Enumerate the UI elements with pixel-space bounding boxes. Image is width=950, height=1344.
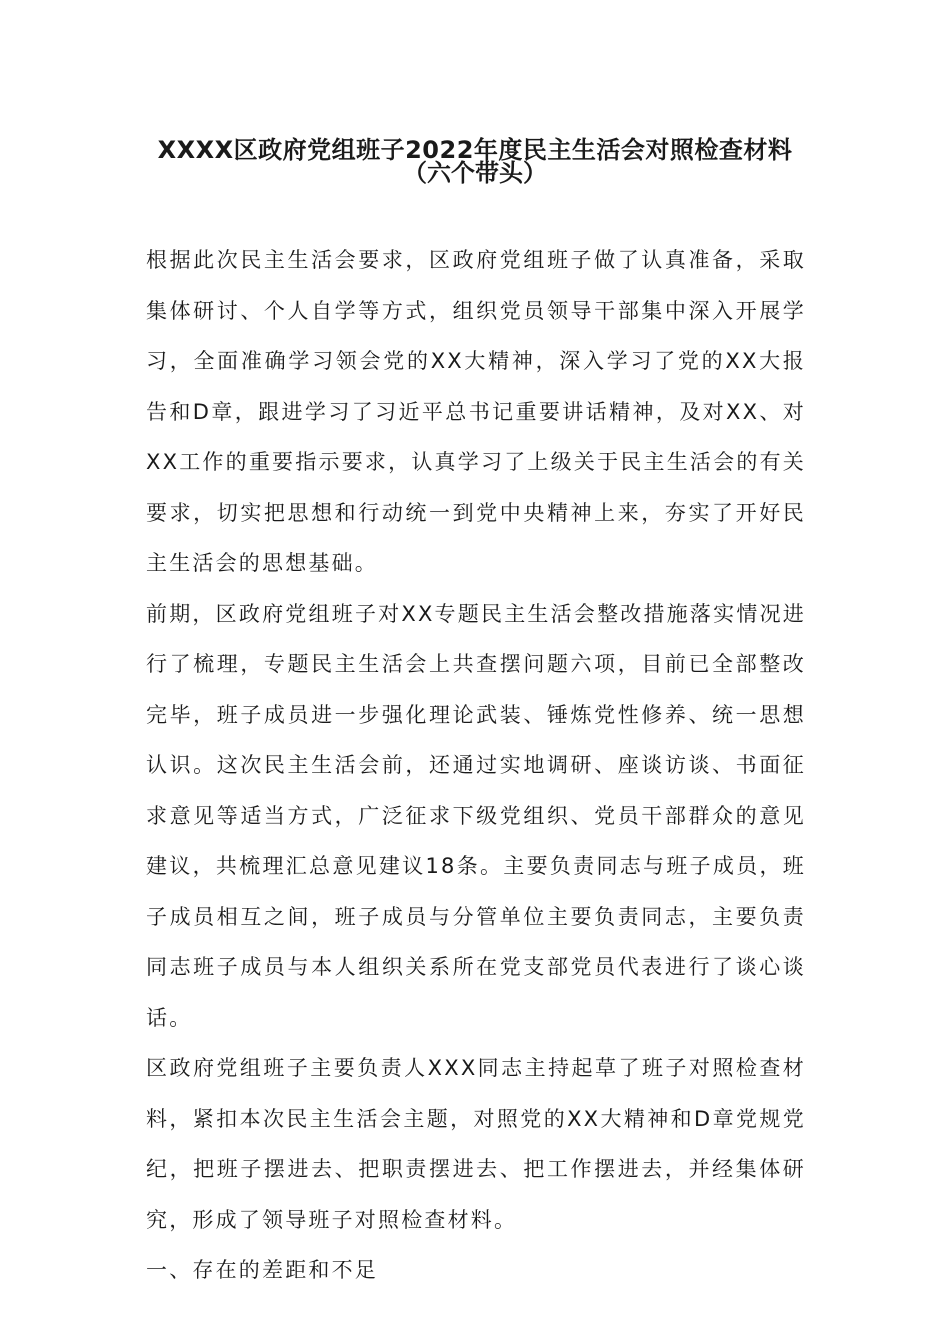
section-heading: 一、存在的差距和不足: [146, 1258, 378, 1282]
paragraph-preparation: 根据此次民主生活会要求，区政府党组班子做了认真准备，采取集体研讨、个人自学等方式，组织党员领导干部集中深入开展学习，全面准确学习领会党的XX大精神，深入学习了党的XX大报告和D章，跟进学习了习近平总书记重要讲话精神，及对XX、对XX工作的重要指示要求，认真学习了上级关于民主生活会的有关要求，切实把思想和行动统一到党中央精神上来，夯实了开好民主生活会的思想基础。: [146, 248, 806, 575]
document-subtitle: （六个带头）: [403, 159, 547, 187]
paragraph-rectification: 前期，区政府党组班子对XX专题民主生活会整改措施落实情况进行了梳理，专题民主生活会上共查摆问题六项，目前已全部整改完毕，班子成员进一步强化理论武装、锤炼党性修养、统一思想认识。这次民主生活会前，还通过实地调研、座谈访谈、书面征求意见等适当方式，广泛征求下级党组织、党员干部群众的意见建议，共梳理汇总意见建议18条。主要负责同志与班子成员，班子成员相互之间，班子成员与分管单位主要负责同志，主要负责同志班子成员与本人组织关系所在党支部党员代表进行了谈心谈话。: [146, 601, 806, 1030]
paragraph-drafting: 区政府党组班子主要负责人XXX同志主持起草了班子对照检查材料，紧扣本次民主生活会主题，对照党的XX大精神和D章党规党纪，把班子摆进去、把职责摆进去、把工作摆进去，并经集体研究，形成了领导班子对照检查材料。: [146, 1056, 806, 1232]
document-title: XXXX区政府党组班子2022年度民主生活会对照检查材料: [157, 136, 793, 164]
document-body: [146, 235, 806, 1296]
